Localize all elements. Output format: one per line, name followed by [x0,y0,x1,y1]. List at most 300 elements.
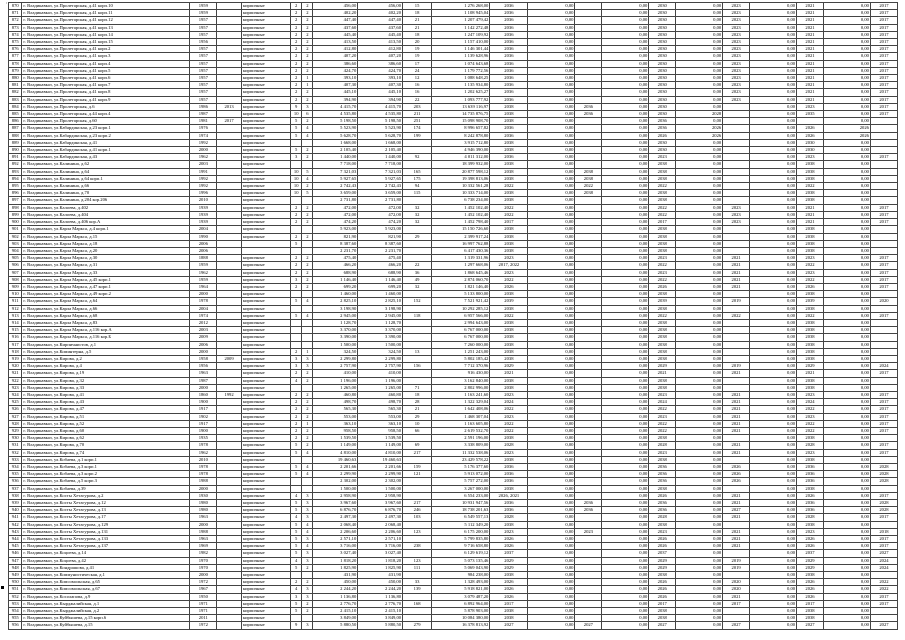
table-cell: 934 [9,464,22,471]
table-cell: 0,00 [823,514,870,521]
table-cell: 36 [403,269,432,276]
table-cell [723,355,750,362]
table-cell: г. Владикавказ, ул.Карла Маркса, д.116 кор.Б [22,334,190,341]
table-cell: 0,00 [750,564,797,571]
table-cell: 2 201,66 [358,464,403,471]
table-cell: 1972 [190,579,217,586]
table-cell: 0,00 [676,334,723,341]
table-cell [870,118,897,125]
table-cell [723,125,750,132]
register-table-container [8,2,898,630]
table-cell [217,3,242,10]
table-cell: 1992 [190,139,217,146]
table-cell: 883 [9,96,22,103]
table-cell: 1 825,90 [358,564,403,571]
table-cell: 1917 [190,420,217,427]
table-cell: 0,00 [676,608,723,615]
table-cell: 2 [291,399,302,406]
table-cell: 0,00 [528,82,575,89]
table-cell: 938 [9,492,22,499]
table-cell: 6 129 619,12 [432,550,490,557]
table-cell: кирпичные [241,615,290,622]
table-cell: 456,00 [313,3,358,10]
table-cell [575,572,602,579]
table-cell [217,600,242,607]
table-cell: 2023 [797,269,824,276]
table-cell: 902 [9,233,22,240]
table-cell: 0,00 [823,579,870,586]
table-cell: 1 328 493,00 [432,579,490,586]
table-cell: 2038 [797,233,824,240]
table-cell [302,291,313,298]
table-cell: 1956 [190,363,217,370]
table-row [9,384,898,391]
table-cell [217,175,242,182]
table-cell: 0,00 [676,183,723,190]
table-cell: 402,20 [358,10,403,17]
table-cell: г. Владикавказ, ул.Карла Маркса, д.83 [22,319,190,326]
table-cell: 8 996 657,82 [432,125,490,132]
table-cell: 2038 [490,118,528,125]
table-cell: 6 876,70 [358,507,403,514]
table-cell [723,550,750,557]
table-cell: 2022 [490,420,528,427]
table-cell: 2 068,40 [358,521,403,528]
table-cell: г. Владикавказ, ул.Пролетарская, д.41 корп.13 [22,24,190,31]
table-cell: 2027 [575,622,602,629]
table-cell: 921 [9,370,22,377]
table-cell: 0,00 [528,132,575,139]
table-cell: 1 163 241,60 [432,391,490,398]
table-cell: 0,00 [602,449,649,456]
table-cell [575,564,602,571]
table-cell: 2022 [797,406,824,413]
table-cell: 0,00 [750,500,797,507]
table-cell: 1 136,80 [358,593,403,600]
table-cell: 2022 [797,262,824,269]
table-cell: 2021 [723,536,750,543]
table-cell [575,600,602,607]
table-cell: 2038 [649,608,676,615]
table-cell: 1 452 102,40 [432,204,490,211]
table-cell: 2023 [723,60,750,67]
table-cell: 2029 [797,363,824,370]
table-cell: 2 [291,579,302,586]
table-cell [575,211,602,218]
table-cell: 0,00 [750,514,797,521]
table-cell: 0,00 [750,89,797,96]
table-cell: 1 251 243,00 [432,348,490,355]
table-cell: 363,10 [313,420,358,427]
table-cell: 2038 [797,161,824,168]
table-cell: 2 945,00 [313,312,358,319]
table-cell: 251 [403,118,432,125]
table-cell: г. Владикавказ, ул.Косты Хетагурова, д.2 [22,492,190,499]
table-cell: 4 [302,521,313,528]
table-cell: 2017 [870,53,897,60]
table-cell [291,485,302,492]
table-cell: 0,00 [528,564,575,571]
table-cell: 2019 [723,363,750,370]
table-cell: 6 767 000,00 [432,334,490,341]
table-cell: 907 [9,269,22,276]
table-cell: 0,00 [528,427,575,434]
table-cell [302,319,313,326]
table-cell: г. Владикавказ, ул.Пролетарская, д.41 корп.7 [22,82,190,89]
table-cell [870,190,897,197]
table-cell: 2017 [870,31,897,38]
table-cell: 0,00 [750,139,797,146]
table-cell: 2022 [649,204,676,211]
table-cell: 0,00 [528,600,575,607]
table-cell: кирпичные [241,622,290,629]
table-row [9,514,898,521]
table-cell [870,233,897,240]
table-cell: 0,00 [750,39,797,46]
table-cell [403,161,432,168]
table-cell: 2026 [490,579,528,586]
table-cell: 6 767 000,00 [432,327,490,334]
table-cell: г. Владикавказ, ул.Кирова, д.4 [22,363,190,370]
table-cell: 5 [291,564,302,571]
table-cell: 1939 [190,204,217,211]
table-cell: 115 [403,190,432,197]
table-cell: 0,00 [750,24,797,31]
table-cell [723,111,750,118]
table-cell: 2 776,70 [358,600,403,607]
table-cell: 1 821 146,40 [432,283,490,290]
table-cell: 1900 [190,399,217,406]
table-cell: 2 [302,183,313,190]
table-cell [575,449,602,456]
table-cell: 2023 [797,154,824,161]
table-cell: 0,00 [676,319,723,326]
table-cell: 0,00 [750,312,797,319]
table-cell: г. Владикавказ, ул.Кирова, д.33 [22,384,190,391]
table-cell: 699,20 [358,283,403,290]
table-cell: г. Владикавказ, ул.Карла Маркса, д.30 [22,255,190,262]
table-cell: 0,00 [823,593,870,600]
table-cell: 279 [403,622,432,629]
table-cell: 0,00 [750,543,797,550]
table-cell: 0,00 [602,233,649,240]
table-cell: кирпичные [241,262,290,269]
table-cell: 2038 [649,247,676,254]
table-cell: 2 [302,53,313,60]
table-cell: 2023 [490,528,528,535]
table-row [9,247,898,254]
table-cell: 0,00 [750,219,797,226]
table-cell [217,492,242,499]
table-cell: кирпичные [241,377,290,384]
table-cell: 0,00 [602,67,649,74]
table-cell: 2 571,10 [313,536,358,543]
table-cell [870,247,897,254]
table-cell: 0,00 [750,154,797,161]
table-cell: 2036 [649,478,676,485]
table-cell: 3 659,00 [313,190,358,197]
table-row [9,291,898,298]
table-cell: 10 292 285,12 [432,305,490,312]
table-cell [217,384,242,391]
table-cell [575,233,602,240]
table-cell: г. Владикавказ, ул.Калинина, д.66 [22,183,190,190]
table-cell: кирпичные [241,154,290,161]
table-cell [575,384,602,391]
table-cell [217,283,242,290]
table-cell: 386,60 [358,60,403,67]
table-cell: 2038 [797,485,824,492]
table-cell: 0,00 [528,327,575,334]
table-row [9,10,898,17]
table-cell: кирпичные [241,53,290,60]
table-cell: 0,00 [602,262,649,269]
table-cell: 2028 [870,471,897,478]
table-cell: 7 718,00 [313,161,358,168]
table-cell [403,536,432,543]
table-cell [870,608,897,615]
table-cell: 0,00 [528,183,575,190]
table-cell [723,147,750,154]
table-cell: 903 [9,240,22,247]
table-cell: 0,00 [823,75,870,82]
table-cell: кирпичные [241,111,290,118]
table-cell: 0,00 [676,464,723,471]
table-cell: 1 157 410,00 [432,39,490,46]
table-cell: 0,00 [823,507,870,514]
table-cell: кирпичные [241,427,290,434]
table-cell: 3 [302,103,313,110]
table-cell: 18 399 932,00 [432,161,490,168]
table-cell: 2038 [490,608,528,615]
table-cell: 0,00 [676,276,723,283]
table-row [9,197,898,204]
table-cell: 2017 [870,600,897,607]
table-cell: 2 299,90 [313,471,358,478]
table-cell [575,579,602,586]
table-cell: 2021 [797,39,824,46]
table-cell: 2 [291,370,302,377]
table-cell: 5 [291,118,302,125]
table-cell: 0,00 [602,240,649,247]
table-cell: г. Владикавказ, ул.Пролетарская, д.41 корп.3 [22,53,190,60]
table-cell: 906 [9,262,22,269]
table-cell: 6 876,70 [313,507,358,514]
table-cell: 0,00 [528,262,575,269]
table-cell: 10 333 714,00 [432,190,490,197]
table-cell [870,139,897,146]
table-cell: 16 [403,82,432,89]
table-cell: 2 [302,427,313,434]
table-cell: кирпичные [241,60,290,67]
table-cell: г. Владикавказ, ул.Кобаева, д.5 корп.3 [22,478,190,485]
table-cell: 2030 [649,96,676,103]
table-cell: 29 [403,233,432,240]
table-cell: 22 [403,262,432,269]
table-cell [575,154,602,161]
table-cell [870,175,897,182]
table-cell: 0,00 [823,175,870,182]
table-cell: 2028 [870,500,897,507]
table-cell: 0,00 [528,370,575,377]
table-cell: 19 [403,46,432,53]
table-cell: 2030 [649,60,676,67]
table-cell: 0,00 [823,492,870,499]
table-cell: 0,00 [676,593,723,600]
table-cell: 955 [9,615,22,622]
table-cell: 0,00 [602,89,649,96]
table-cell: 2038 [575,190,602,197]
table-cell: 0,00 [823,572,870,579]
table-cell: 2021 [797,10,824,17]
table-cell [575,543,602,550]
table-cell: 2023 [723,17,750,24]
table-cell: 2017 [870,312,897,319]
table-cell: 1978 [190,442,217,449]
table-cell: 2021 [723,406,750,413]
table-cell: 2022 [649,312,676,319]
table-cell: 2021 [723,370,750,377]
table-cell: г. Владикавказ, ул.Коммунистическая, д.1 [22,572,190,579]
table-cell: 2038 [797,197,824,204]
table-cell: 958,50 [358,427,403,434]
table-cell: 2 [291,427,302,434]
table-cell: 2 [302,413,313,420]
table-cell: кирпичные [241,456,290,463]
table-cell: 918 [9,348,22,355]
table-cell: 431,90 [313,572,358,579]
table-cell: кирпичные [241,283,290,290]
table-cell: 1 468 307,04 [432,413,490,420]
table-cell: г. Владикавказ, ул.Кирова, д.47 [22,406,190,413]
table-cell: 24 [403,67,432,74]
table-cell [217,147,242,154]
table-cell: 2 [302,442,313,449]
table-cell: 2038 [797,305,824,312]
table-cell: 2 415,10 [358,608,403,615]
table-cell: г. Владикавказ, ул.Косты Хетагурова, д.17 [22,514,190,521]
table-cell: 2022 [490,276,528,283]
table-cell: 407,30 [313,82,358,89]
table-cell: 0,00 [823,283,870,290]
table-cell: 0,00 [528,550,575,557]
table-cell: 0,00 [602,291,649,298]
table-cell: 2 757,90 [313,363,358,370]
table-cell: 0,00 [528,435,575,442]
table-row [9,118,898,125]
table-cell: 0,00 [750,593,797,600]
table-cell [217,269,242,276]
table-cell: 916 [9,334,22,341]
table-cell: 0,00 [676,622,723,629]
table-cell: 2021 [797,17,824,24]
table-cell: 0,00 [602,255,649,262]
table-cell: г. Владикавказ, ул.Карла Маркса, д.116 кор.А [22,327,190,334]
table-cell: кирпичные [241,500,290,507]
table-cell [575,608,602,615]
table-cell [302,615,313,622]
table-cell: 2038 [797,291,824,298]
table-cell: 2038 [649,341,676,348]
table-cell: 0,00 [676,75,723,82]
table-cell: 2021 [797,60,824,67]
table-cell: 2019 [723,564,750,571]
table-row [9,586,898,593]
table-cell: г. Владикавказ, ул.Косты Хетагурова, д.12 [22,500,190,507]
table-cell: 901 [9,226,22,233]
table-cell: 0,00 [676,118,723,125]
table-cell [217,557,242,564]
table-cell: 1962 [190,269,217,276]
table-cell: 2038 [797,377,824,384]
table-cell: 2037 [797,550,824,557]
table-cell: 15 150 726,60 [432,226,490,233]
table-cell: кирпичные [241,406,290,413]
table-cell: 2038 [797,355,824,362]
table-cell: г. Владикавказ, ул.Косолапова, д.9 [22,593,190,600]
table-cell: 0,00 [823,204,870,211]
table-cell: 10 084 380,00 [432,615,490,622]
table-cell: 0,00 [823,521,870,528]
table-cell: 0,00 [528,255,575,262]
table-cell: 922 [9,377,22,384]
table-cell: 0,00 [676,291,723,298]
table-cell: 889 [9,139,22,146]
table-cell: 2038 [490,111,528,118]
table-cell: 925 [9,399,22,406]
table-cell: 0,00 [676,370,723,377]
table-cell [217,341,242,348]
table-cell: 1 196,00 [313,377,358,384]
table-cell: 0,00 [823,312,870,319]
table-cell: 412,80 [358,46,403,53]
table-row [9,478,898,485]
table-cell: 3 [302,622,313,629]
table-cell: 0,00 [823,399,870,406]
table-cell [870,615,897,622]
table-cell: г. Владикавказ, ул.Комсомольская, д.65 [22,579,190,586]
table-cell: г. Владикавказ, ул.Коцоева, д.14 [22,550,190,557]
table-cell: г. Владикавказ, ул.Пролетарская, д.41 корп.11 [22,10,190,17]
table-cell: 2038 [490,319,528,326]
table-cell: 2000 [190,384,217,391]
table-cell: 0,00 [676,564,723,571]
table-cell: 0,00 [823,442,870,449]
table-cell: 0,00 [528,118,575,125]
table-cell: 1957 [190,53,217,60]
table-cell: 0,00 [823,456,870,463]
table-cell: г. Владикавказ, ул.Карла Маркса, д.66 [22,305,190,312]
table-row [9,111,898,118]
table-cell [217,427,242,434]
table-cell: 953 [9,600,22,607]
table-cell [403,521,432,528]
table-cell: 2 [291,262,302,269]
table-cell: кирпичные [241,420,290,427]
table-cell: 2 [291,46,302,53]
table-cell: 0,00 [528,3,575,10]
table-row [9,3,898,10]
table-cell: 2026 [649,492,676,499]
table-cell: 1950 [190,593,217,600]
table-cell: 2017 [870,262,897,269]
table-cell: г. Владикавказ, ул.Карла Маркса, д.49 корп.2 [22,291,190,298]
table-cell [217,507,242,514]
table-cell [870,132,897,139]
table-cell: 2030 [649,139,676,146]
table-cell [403,370,432,377]
table-cell: 0,00 [676,233,723,240]
